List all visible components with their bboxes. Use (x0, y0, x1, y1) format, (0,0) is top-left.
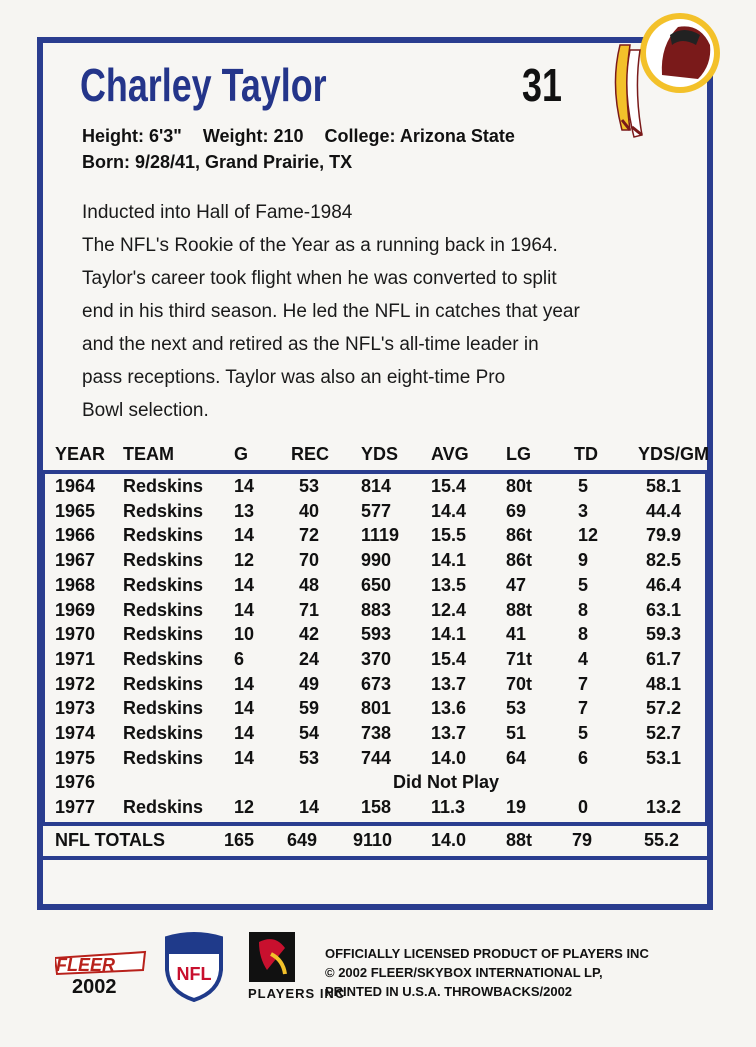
cell-team: Redskins (123, 673, 204, 694)
cell-year: 1968 (55, 574, 96, 595)
header-yds-per-game: YDS/GM (638, 444, 710, 464)
cell-team: Redskins (123, 476, 204, 496)
cell-year: 1964 (55, 476, 96, 496)
bio-line: Taylor's career took flight when he was converted to split (82, 268, 557, 289)
cell-yds-per-game: 61.7 (646, 648, 682, 669)
cell-avg: 15.5 (431, 525, 467, 546)
cell-g: 14 (234, 574, 255, 595)
table-row (41, 649, 709, 673)
cell-avg: 14.1 (431, 624, 467, 645)
stats-header-rule (41, 440, 709, 474)
table-row (41, 476, 709, 500)
cell-lg: 64 (506, 747, 527, 768)
legal-line: PRINTED IN U.S.A. THROWBACKS/2002 (325, 984, 573, 999)
cell-td: 12 (578, 525, 599, 546)
cell-rec: 24 (299, 648, 320, 669)
cell-rec: 48 (299, 574, 320, 595)
cell-rec: 49 (299, 673, 320, 694)
cell-avg: 15.4 (431, 648, 467, 669)
header-yds: YDS (361, 444, 399, 464)
cell-team: Redskins (123, 747, 204, 768)
totals-rule (41, 822, 709, 826)
cell-rec: 53 (299, 476, 320, 496)
cell-yds: 370 (361, 648, 392, 669)
cell-avg: 15.4 (431, 476, 467, 496)
table-row (41, 723, 709, 747)
cell-yds-per-game: 63.1 (646, 599, 682, 620)
cell-year: 1965 (55, 500, 96, 521)
cell-g: 12 (234, 550, 255, 571)
totals-td: 79 (572, 830, 593, 850)
cell-avg: 14.4 (431, 500, 467, 521)
cell-year: 1977 (55, 797, 96, 818)
totals-lg: 88t (506, 830, 533, 850)
cell-yds-per-game: 46.4 (646, 574, 682, 595)
redskins-logo-icon (600, 5, 730, 140)
cell-td: 7 (578, 698, 589, 719)
legal-text (325, 944, 649, 1001)
cell-avg: 13.7 (431, 673, 467, 694)
cell-td: 5 (578, 723, 589, 743)
header-team: TEAM (123, 444, 174, 464)
cell-note: Did Not Play (393, 772, 500, 793)
header-year: YEAR (55, 444, 106, 464)
cell-rec: 72 (299, 525, 320, 546)
header-rec: REC (291, 444, 330, 464)
cell-avg: 12.4 (431, 599, 467, 620)
cell-yds: 814 (361, 476, 392, 496)
cell-year: 1971 (55, 648, 96, 669)
header-td: TD (574, 444, 598, 464)
legal-line: © 2002 FLEER/SKYBOX INTERNATIONAL LP, (325, 965, 603, 980)
cell-yds: 738 (361, 723, 392, 743)
cell-year: 1969 (55, 599, 96, 620)
cell-td: 5 (578, 574, 589, 595)
player-physical-info (82, 126, 531, 147)
cell-lg: 47 (506, 574, 527, 595)
cell-td: 9 (578, 550, 589, 571)
svg-text:NFL: NFL (176, 964, 212, 984)
totals-g: 165 (224, 830, 255, 850)
cell-team: Redskins (123, 525, 204, 546)
cell-yds-per-game: 59.3 (646, 624, 682, 645)
cell-avg: 13.7 (431, 723, 467, 743)
cell-yds: 744 (361, 747, 392, 768)
cell-rec: 59 (299, 698, 320, 719)
totals-row (41, 830, 709, 854)
table-row (41, 501, 709, 525)
cell-yds-per-game: 82.5 (646, 550, 682, 571)
cell-avg: 14.1 (431, 550, 467, 571)
cell-lg: 88t (506, 599, 533, 620)
cell-team: Redskins (123, 624, 204, 645)
cell-yds: 673 (361, 673, 392, 694)
header-lg: LG (506, 444, 531, 464)
header-g: G (234, 444, 249, 464)
bio-line: Inducted into Hall of Fame-1984 (82, 202, 353, 223)
cell-lg: 86t (506, 525, 533, 546)
cell-yds-per-game: 44.4 (646, 500, 682, 521)
cell-rec: 71 (299, 599, 320, 620)
players-inc-label: PLAYERS INC (248, 986, 346, 1001)
cell-team: Redskins (123, 550, 204, 571)
cell-team: Redskins (123, 500, 204, 521)
cell-avg: 13.5 (431, 574, 467, 595)
nfl-shield-icon (163, 930, 225, 1002)
cell-avg: 14.0 (431, 747, 467, 768)
table-row (41, 797, 709, 821)
cell-td: 4 (578, 648, 589, 669)
player-number: 31 (522, 59, 562, 111)
table-row (41, 674, 709, 698)
cell-td: 8 (578, 599, 589, 620)
player-name: Charley Taylor (80, 59, 327, 111)
table-row (41, 575, 709, 599)
totals-bottom-rule (41, 856, 709, 860)
cell-lg: 71t (506, 648, 533, 669)
fleer-brand: FLEER (56, 955, 116, 975)
cell-team: Redskins (123, 723, 204, 743)
cell-g: 14 (234, 673, 255, 694)
table-row (41, 600, 709, 624)
cell-year: 1967 (55, 550, 96, 571)
cell-g: 14 (234, 747, 255, 768)
cell-year: 1976 (55, 772, 96, 793)
cell-lg: 53 (506, 698, 527, 719)
cell-team: Redskins (123, 574, 204, 595)
cell-rec: 42 (299, 624, 320, 645)
cell-lg: 86t (506, 550, 533, 571)
cell-rec: 14 (299, 797, 320, 818)
bio-line: and the next and retired as the NFL's all-time leader in (82, 334, 539, 355)
cell-yds-per-game: 52.7 (646, 723, 682, 743)
cell-lg: 69 (506, 500, 527, 521)
cell-team: Redskins (123, 648, 204, 669)
cell-year: 1974 (55, 723, 96, 743)
cell-rec: 70 (299, 550, 320, 571)
cell-year: 1975 (55, 747, 96, 768)
totals-rec: 649 (287, 830, 318, 850)
cell-g: 6 (234, 648, 245, 669)
cell-rec: 40 (299, 500, 320, 521)
cell-g: 12 (234, 797, 255, 818)
cell-yds-per-game: 79.9 (646, 525, 682, 546)
cell-g: 14 (234, 525, 255, 546)
cell-year: 1973 (55, 698, 96, 719)
cell-td: 6 (578, 747, 589, 768)
cell-rec: 54 (299, 723, 320, 743)
totals-avg: 14.0 (431, 830, 467, 850)
cell-g: 13 (234, 500, 255, 521)
cell-g: 10 (234, 624, 255, 645)
cell-yds-per-game: 48.1 (646, 673, 682, 694)
totals-label: NFL TOTALS (55, 830, 165, 850)
cell-yds: 801 (361, 698, 392, 719)
cell-yds: 158 (361, 797, 392, 818)
cell-lg: 41 (506, 624, 527, 645)
cell-td: 3 (578, 500, 589, 521)
table-row (41, 525, 709, 549)
cell-yds-per-game: 53.1 (646, 747, 682, 768)
legal-line: OFFICIALLY LICENSED PRODUCT OF PLAYERS INC (325, 946, 649, 961)
bio-line: Bowl selection. (82, 400, 209, 421)
cell-yds: 883 (361, 599, 392, 620)
cell-lg: 80t (506, 476, 533, 496)
cell-yds: 650 (361, 574, 392, 595)
cell-lg: 19 (506, 797, 527, 818)
cell-avg: 13.6 (431, 698, 467, 719)
table-row (41, 550, 709, 574)
cell-g: 14 (234, 698, 255, 719)
cell-g: 14 (234, 599, 255, 620)
totals-yds: 9110 (353, 830, 393, 850)
cell-g: 14 (234, 476, 255, 496)
table-row (41, 748, 709, 772)
bio-line: end in his third season. He led the NFL in catches that year (82, 301, 580, 322)
bio-line: The NFL's Rookie of the Year as a running back in 1964. (82, 235, 558, 256)
cell-td: 5 (578, 476, 589, 496)
cell-team: Redskins (123, 797, 204, 818)
cell-g: 14 (234, 723, 255, 743)
cell-yds: 577 (361, 500, 392, 521)
cell-td: 0 (578, 797, 589, 818)
cell-team: Redskins (123, 698, 204, 719)
table-row (41, 624, 709, 648)
cell-yds: 990 (361, 550, 392, 571)
cell-team: Redskins (123, 599, 204, 620)
weight-label: Weight: 210 (202, 126, 304, 146)
college-label: College: Arizona State (324, 126, 515, 146)
cell-rec: 53 (299, 747, 320, 768)
cell-td: 7 (578, 673, 589, 694)
cell-year: 1966 (55, 525, 96, 546)
cell-yds: 1119 (361, 525, 400, 546)
totals-yds-per-game: 55.2 (644, 830, 680, 850)
cell-lg: 70t (506, 673, 533, 694)
cell-year: 1970 (55, 624, 96, 645)
cell-yds-per-game: 58.1 (646, 476, 682, 496)
born-label: Born: 9/28/41, Grand Prairie, TX (82, 152, 353, 172)
table-row (41, 698, 709, 722)
bio-text (82, 196, 692, 427)
table-row (41, 772, 709, 796)
height-label: Height: 6'3" (82, 126, 182, 146)
cell-td: 8 (578, 624, 589, 645)
cell-lg: 51 (506, 723, 527, 743)
cell-yds-per-game: 13.2 (646, 797, 682, 818)
cell-year: 1972 (55, 673, 96, 694)
bio-line: pass receptions. Taylor was also an eight-time Pro (82, 367, 506, 388)
card-year: 2002 (72, 976, 117, 998)
header-avg: AVG (431, 444, 469, 464)
cell-yds: 593 (361, 624, 392, 645)
cell-avg: 11.3 (431, 797, 466, 818)
cell-yds-per-game: 57.2 (646, 698, 682, 719)
